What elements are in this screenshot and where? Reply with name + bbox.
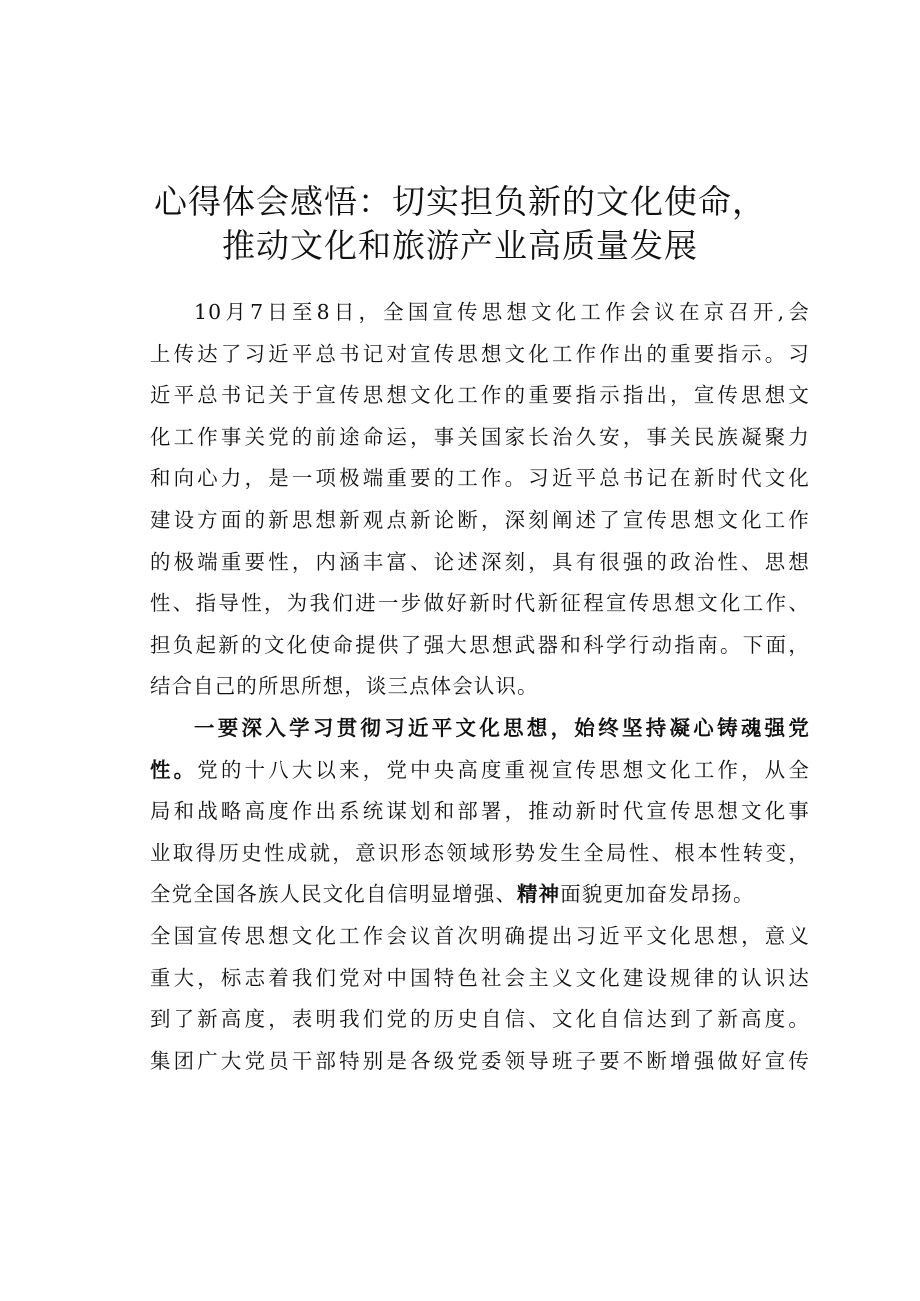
paragraph-1-line: 结合自己的所思所想，谈三点体会认识。 xyxy=(150,674,539,699)
paragraph-1-line: 的极端重要性，内涵丰富、论述深刻，具有很强的政治性、思想 xyxy=(150,549,810,574)
paragraph-1-line: 和向心力，是一项极端重要的工作。习近平总书记在新时代文化 xyxy=(150,466,810,491)
paragraph-1-line: 10月7日至8日，全国宣传思想文化工作会议在京召开,会 xyxy=(194,300,810,324)
paragraph-1-line: 性、指导性，为我们进一步做好新时代新征程宣传思想文化工作、 xyxy=(150,591,810,616)
document-title xyxy=(100,180,820,268)
title-line-2: 推动文化和旅游产业高质量发展 xyxy=(222,226,698,266)
section-heading-end: 性。 xyxy=(150,757,198,782)
paragraph-2-line: 全国宣传思想文化工作会议首次明确提出习近平文化思想，意义 xyxy=(150,923,810,948)
paragraph-2-line: 局和战略高度作出系统谋划和部署，推动新时代宣传思想文化事 xyxy=(150,799,810,824)
paragraph-2-text: 党的十八大以来，党中央高度重视宣传思想文化工作，从全 xyxy=(197,757,810,782)
paragraph-1-line: 担负起新的文化使命提供了强大思想武器和科学行动指南。下面， xyxy=(150,632,810,657)
paragraph-1-line: 近平总书记关于宣传思想文化工作的重要指示指出，宣传思想文 xyxy=(150,383,810,408)
paragraph-2-line: 到了新高度，表明我们党的历史自信、文化自信达到了新高度。 xyxy=(150,1007,810,1032)
paragraph-2-line xyxy=(150,750,810,792)
document-body xyxy=(150,292,810,1082)
paragraph-1-line: 建设方面的新思想新观点新论断，深刻阐述了宣传思想文化工作 xyxy=(150,507,810,532)
section-heading-line: 一要深入学习贯彻习近平文化思想，始终坚持凝心铸魂强党 xyxy=(194,715,810,740)
paragraph-1-line: 上传达了习近平总书记对宣传思想文化工作作出的重要指示。习 xyxy=(150,341,810,366)
paragraph-2-text: 面貌更加奋发昂扬。 xyxy=(560,882,755,907)
bold-term: 精神 xyxy=(517,882,561,907)
paragraph-2-line xyxy=(150,874,810,916)
paragraph-1-line: 化工作事关党的前途命运，事关国家长治久安，事关民族凝聚力 xyxy=(150,424,810,449)
paragraph-2-line: 集团广大党员干部特别是各级党委领导班子要不断增强做好宣传 xyxy=(150,1048,810,1073)
paragraph-2-line: 重大，标志着我们党对中国特色社会主义文化建设规律的认识达 xyxy=(150,965,810,990)
paragraph-2-line: 业取得历史性成就，意识形态领域形势发生全局性、根本性转变， xyxy=(150,840,810,865)
paragraph-2-text: 全党全国各族人民文化自信明显增强、 xyxy=(150,882,518,907)
title-line-1: 心得体会感悟：切实担负新的文化使命， xyxy=(154,182,766,222)
